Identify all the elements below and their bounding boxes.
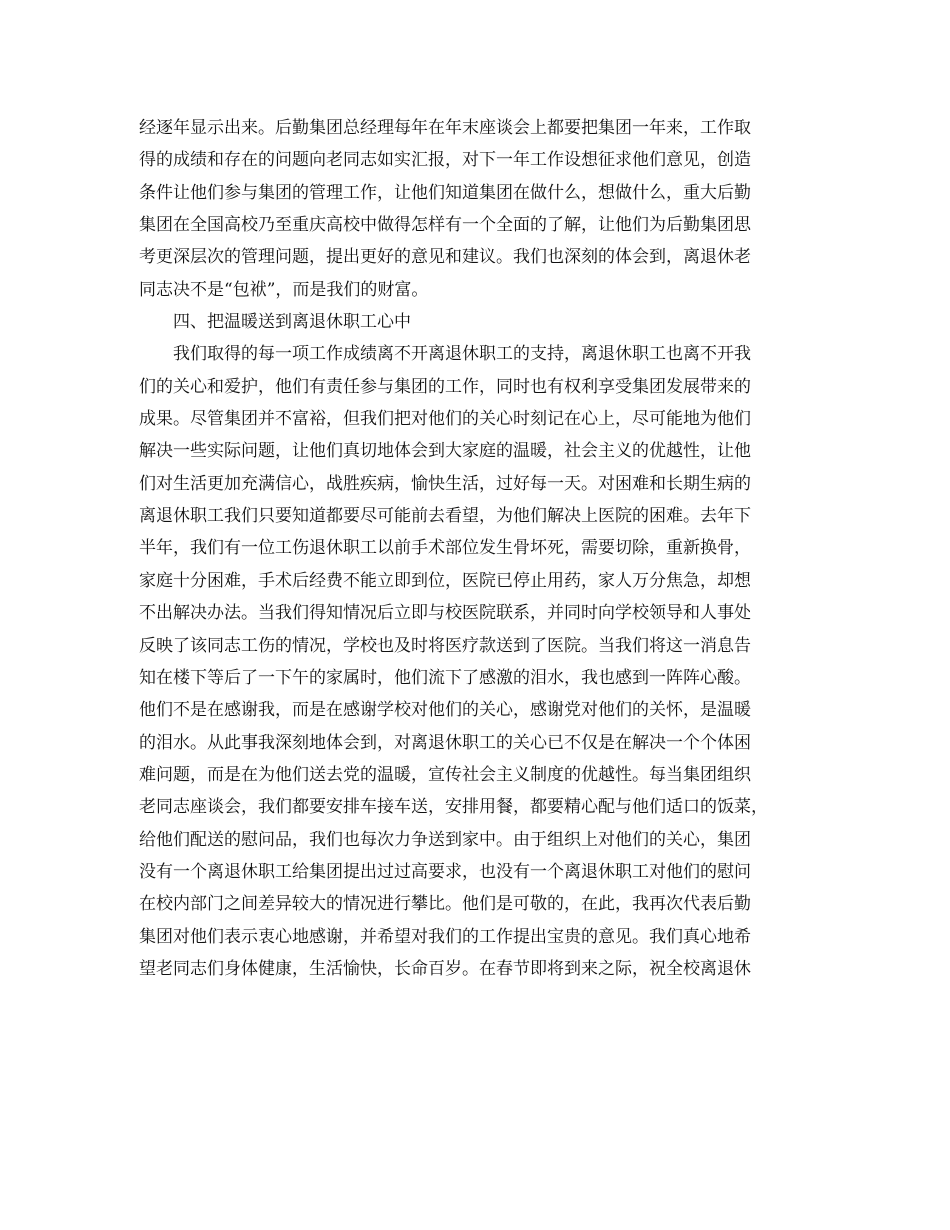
text-line: 经逐年显示出来。后勤集团总经理每年在年末座谈会上都要把集团一年来，工作取 xyxy=(139,118,751,138)
text-line: 同志决不是“包袱”，而是我们的财富。 xyxy=(139,279,429,300)
text-line: 解决一些实际问题，让他们真切地体会到大家庭的温暖，社会主义的优越性，让他 xyxy=(139,441,751,462)
text-line: 家庭十分困难，手术后经费不能立即到位，医院已停止用药，家人万分焦急，却想 xyxy=(139,570,751,591)
text-line: 半年，我们有一位工伤退休职工以前手术部位发生骨坏死，需要切除，重新换骨， xyxy=(139,538,751,559)
text-line: 成果。尽管集团并不富裕，但我们把对他们的关心时刻记在心上，尽可能地为他们 xyxy=(139,409,751,430)
text-line: 的泪水。从此事我深刻地体会到，对离退休职工的关心已不仅是在解决一个个体困 xyxy=(139,732,751,753)
text-line: 考更深层次的管理问题，提出更好的意见和建议。我们也深刻的体会到，离退休老 xyxy=(139,247,751,268)
text-line: 反映了该同志工伤的情况，学校也及时将医疗款送到了医院。当我们将这一消息告 xyxy=(139,635,751,656)
text-line: 他们不是在感谢我，而是在感谢学校对他们的关心，感谢党对他们的关怀，是温暖 xyxy=(139,700,751,721)
text-line: 集团在全国高校乃至重庆高校中做得怎样有一个全面的了解，让他们为后勤集团思 xyxy=(139,215,751,236)
text-line: 知在楼下等后了一下午的家属时，他们流下了感激的泪水，我也感到一阵阵心酸。 xyxy=(139,667,751,688)
text-line: 条件让他们参与集团的管理工作，让他们知道集团在做什么，想做什么，重大后勤 xyxy=(139,182,751,203)
text-line: 老同志座谈会，我们都要安排车接车送，安排用餐，都要精心配与他们适口的饭菜， xyxy=(139,797,768,818)
text-line: 在校内部门之间差异较大的情况进行攀比。他们是可敬的，在此，我再次代表后勤 xyxy=(139,894,751,915)
paragraph-first-line: 四、把温暖送到离退休职工心中 xyxy=(173,312,411,333)
text-line: 离退休职工我们只要知道都要尽可能前去看望，为他们解决上医院的困难。去年下 xyxy=(139,506,751,527)
body-text xyxy=(139,112,819,985)
text-line: 望老同志们身体健康，生活愉快，长命百岁。在春节即将到来之际，祝全校离退休 xyxy=(139,958,751,979)
text-line: 给他们配送的慰问品，我们也每次力争送到家中。由于组织上对他们的关心，集团 xyxy=(139,829,751,850)
paragraph-first-line: 我们取得的每一项工作成绩离不开离退休职工的支持，离退休职工也离不开我 xyxy=(173,344,751,365)
text-line: 不出解决办法。当我们得知情况后立即与校医院联系，并同时向学校领导和人事处 xyxy=(139,603,751,624)
text-line: 得的成绩和存在的问题向老同志如实汇报，对下一年工作设想征求他们意见，创造 xyxy=(139,150,751,171)
text-line: 集团对他们表示衷心地感谢，并希望对我们的工作提出宝贵的意见。我们真心地希 xyxy=(139,926,751,947)
text-line: 难问题，而是在为他们送去党的温暖，宣传社会主义制度的优越性。每当集团组织 xyxy=(139,764,751,785)
text-line: 们对生活更加充满信心，战胜疾病，愉快生活，过好每一天。对困难和长期生病的 xyxy=(139,473,751,494)
text-line: 没有一个离退休职工给集团提出过过高要求，也没有一个离退休职工对他们的慰问 xyxy=(139,861,751,882)
text-line: 们的关心和爱护，他们有责任参与集团的工作，同时也有权利享受集团发展带来的 xyxy=(139,376,751,397)
